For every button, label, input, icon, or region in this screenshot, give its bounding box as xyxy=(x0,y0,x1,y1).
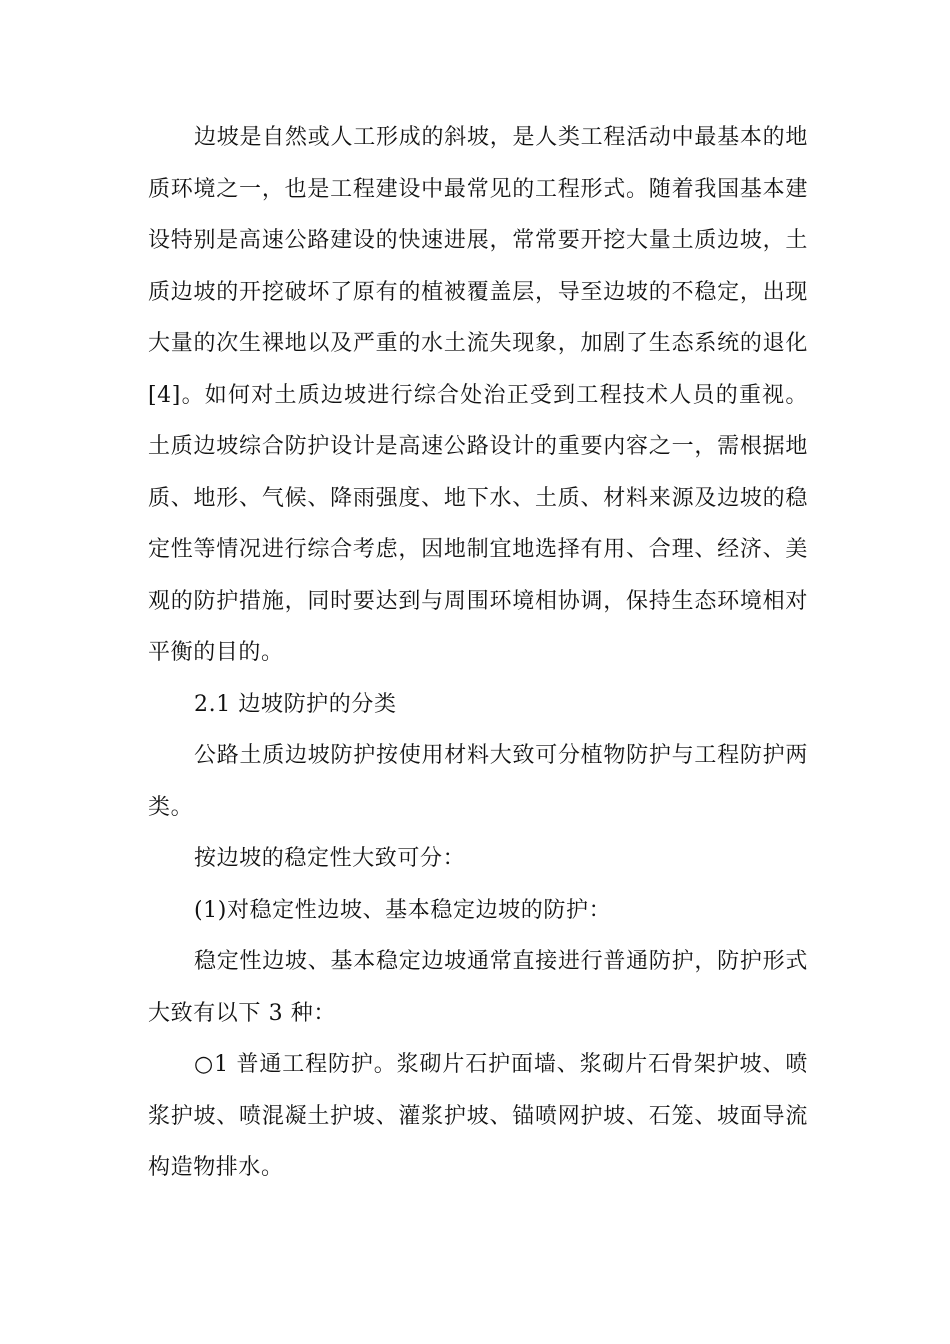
document-body xyxy=(148,112,808,1194)
paragraph-classification: 公路土质边坡防护按使用材料大致可分植物防护与工程防护两类。 xyxy=(148,743,808,820)
paragraph-stability: 按边坡的稳定性大致可分： xyxy=(194,846,466,871)
list-item-1: (1)对稳定性边坡、基本稳定边坡的防护： xyxy=(194,897,612,923)
section-heading-2-1: 2.1 边坡防护的分类 xyxy=(194,691,397,717)
list-item-ordinary-protection: ○1 普通工程防护。浆砌片石护面墙、浆砌片石骨架护坡、喷浆护坡、喷混凝土护坡、灌浆护坡、锚喷网护坡、石笼、坡面导流构造物排水。 xyxy=(148,1052,808,1180)
paragraph-protection-forms: 稳定性边坡、基本稳定边坡通常直接进行普通防护，防护形式大致有以下 3 种： xyxy=(148,949,808,1026)
paragraph-intro: 边坡是自然或人工形成的斜坡，是人类工程活动中最基本的地质环境之一，也是工程建设中最常见的工程形式。随着我国基本建设特别是高速公路建设的快速进展，常常要开挖大量土质边坡，土质边坡的开挖破坏了原有的植被覆盖层，导至边坡的不稳定，出现大量的次生裸地以及严重的水土流失现象，加剧了生态系统的退化[4]。如何对土质边坡进行综合处治正受到工程技术人员的重视。土质边坡综合防护设计是高速公路设计的重要内容之一，需根据地质、地形、气候、降雨强度、地下水、土质、材料来源及边坡的稳定性等情况进行综合考虑，因地制宜地选择有用、合理、经济、美观的防护措施，同时要达到与周围环境相协调，保持生态环境相对平衡的目的。 xyxy=(148,125,808,665)
